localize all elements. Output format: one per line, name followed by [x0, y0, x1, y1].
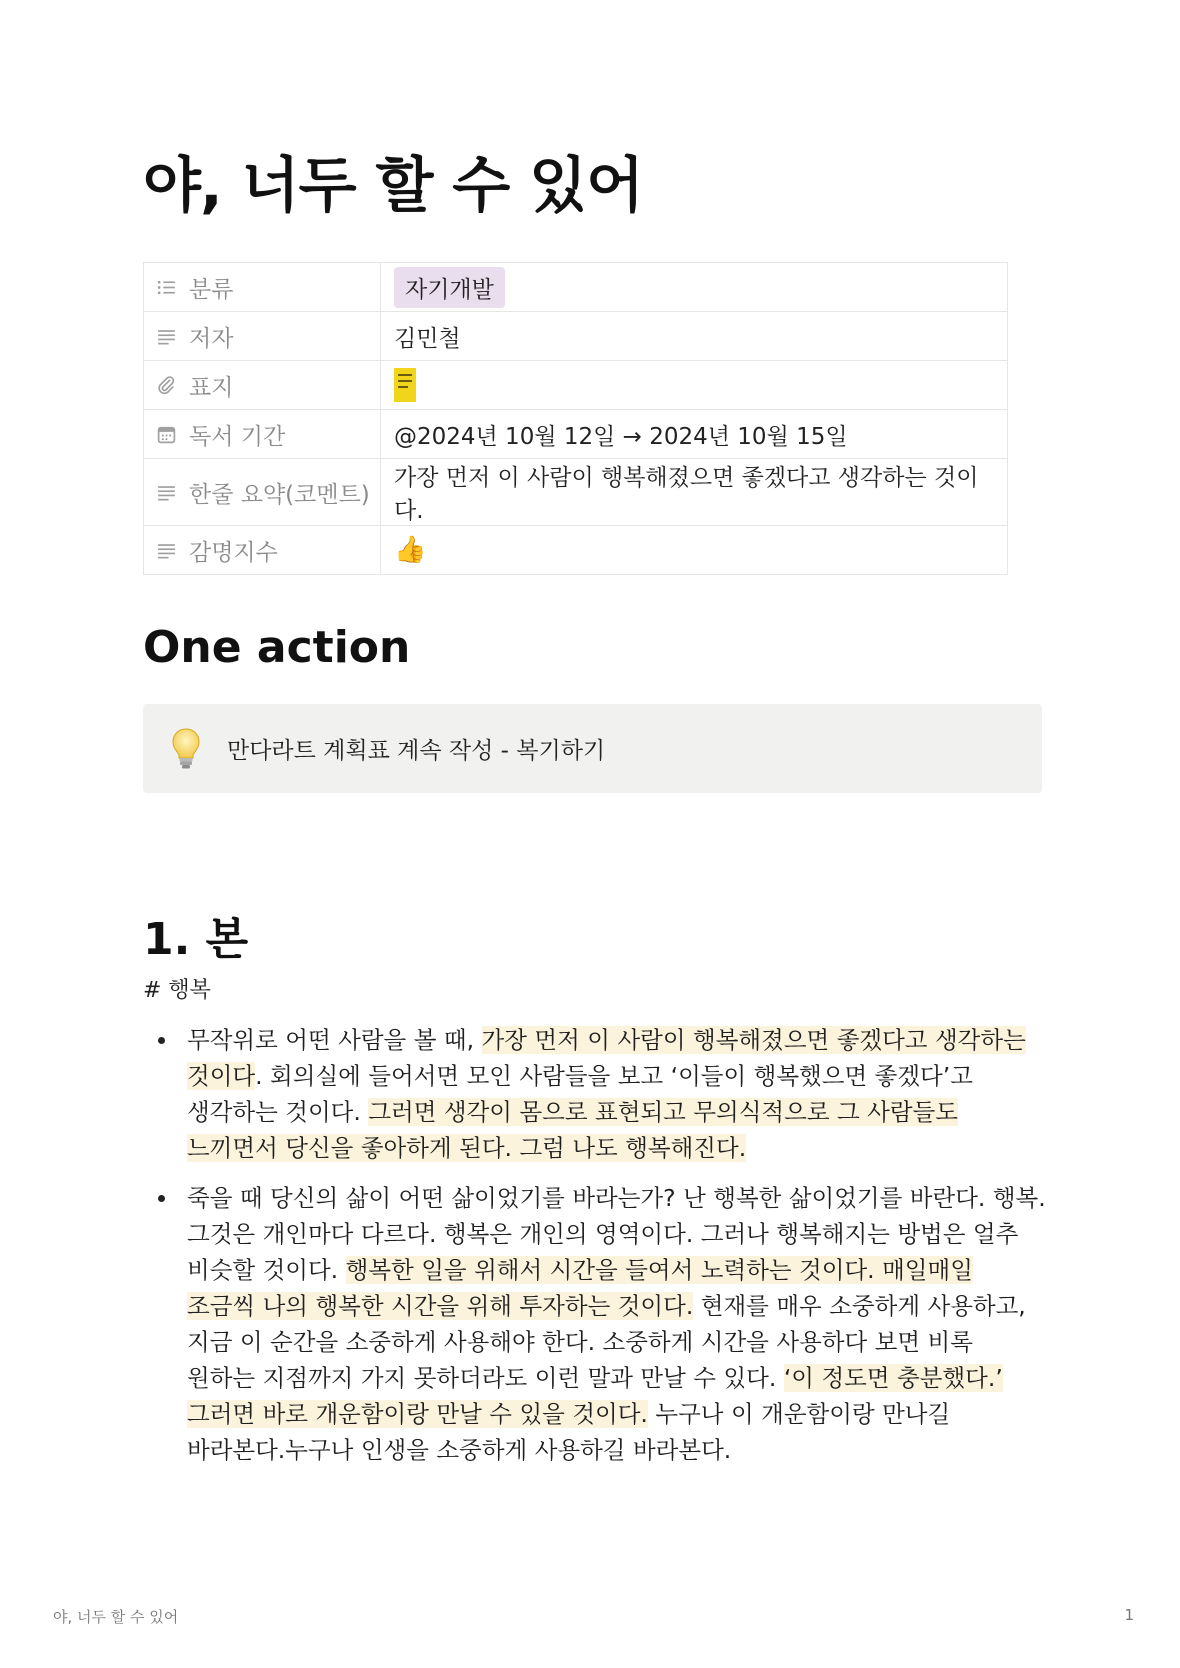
hashtag: # 행복: [143, 978, 211, 1003]
page-number: 1: [1124, 1606, 1134, 1624]
text-segment: 현재를 매우 소중하게 사용하고, 지금 이 순간을 소중하게 사용해야 한다. 소중하게 시간을 사용하다 보면 비록 원하는 지점까지 가지 못하더라도 이런 말과 만날 수 있다.: [187, 1292, 1026, 1392]
bullet-dot: [158, 1195, 165, 1202]
property-row-category[interactable]: [144, 263, 1008, 312]
property-row-reading-period[interactable]: [144, 410, 1008, 459]
property-row-cover[interactable]: [144, 361, 1008, 410]
property-label: 한줄 요약(코멘트): [189, 481, 370, 508]
list-item[interactable]: [143, 1180, 1048, 1468]
property-label: 독서 기간: [189, 423, 286, 450]
property-label: 감명지수: [189, 539, 278, 566]
page-title: 야, 너두 할 수 있어: [143, 151, 644, 221]
one-action-heading: One action: [143, 622, 411, 673]
callout-text: 만다라트 계획표 계속 작성 - 복기하기: [227, 738, 606, 764]
author-value[interactable]: 김민철: [381, 312, 1008, 361]
category-tag[interactable]: 자기개발: [394, 267, 505, 308]
property-label: 표지: [189, 374, 234, 401]
summary-value[interactable]: 가장 먼저 이 사람이 행복해졌으면 좋겠다고 생각하는 것이다.: [381, 459, 1008, 526]
property-row-summary[interactable]: [144, 459, 1008, 526]
text-lines-icon: [156, 482, 177, 503]
one-action-callout[interactable]: [143, 704, 1042, 793]
reading-period-value[interactable]: @2024년 10월 12일 → 2024년 10월 15일: [381, 410, 1008, 459]
bullet-dot: [158, 1037, 165, 1044]
paperclip-icon: [156, 375, 177, 396]
text-lines-icon: [156, 326, 177, 347]
property-label: 분류: [189, 276, 234, 303]
highlighted-text: 그러면 생각이 몸으로 표현되고 무의식적으로 그 사람들도 느끼면서 당신을 좋아하게 된다. 그럼 나도 행복해진다.: [187, 1098, 958, 1162]
text-segment: 누구나 이 개운함이랑 만나길 바라본다.누구나 인생을 소중하게 사용하길 바라본다.: [187, 1400, 951, 1464]
bullet-list: [143, 1022, 1048, 1482]
text-segment: 죽을 때 당신의 삶이 어떤 삶이었기를 바라는가? 난 행복한 삶이었기를 바란다. 행복. 그것은 개인마다 다르다. 행복은 개인의 영역이다. 그러나 행복해지는 방법은 얼추 비슷할 것이다.: [187, 1184, 1046, 1284]
section-heading: 1. 본: [143, 914, 249, 965]
thumbs-up-icon[interactable]: 👍: [394, 535, 427, 565]
book-cover-thumbnail[interactable]: [394, 368, 416, 402]
footer-title: 야, 너두 할 수 있어: [53, 1608, 179, 1626]
property-label: 저자: [189, 325, 234, 352]
text-lines-icon: [156, 540, 177, 561]
text-segment: 무작위로 어떤 사람을 볼 때,: [187, 1026, 482, 1054]
list-item[interactable]: [143, 1022, 1048, 1166]
properties-table: [143, 262, 1008, 575]
highlighted-text: ‘이 정도면 충분했다.’ 그러면 바로 개운함이랑 만날 수 있을 것이다.: [187, 1364, 1003, 1428]
lightbulb-icon: [171, 727, 201, 771]
list-icon: [156, 277, 177, 298]
text-segment: . 회의실에 들어서면 모인 사람들을 보고 ‘이들이 행복했으면 좋겠다’고 생각하는 것이다.: [187, 1062, 973, 1126]
highlighted-text: 행복한 일을 위해서 시간을 들여서 노력하는 것이다. 매일매일 조금씩 나의 행복한 시간을 위해 투자하는 것이다.: [187, 1256, 973, 1320]
property-row-author[interactable]: [144, 312, 1008, 361]
calendar-icon: [156, 424, 177, 445]
property-row-impression[interactable]: [144, 526, 1008, 575]
highlighted-text: 가장 먼저 이 사람이 행복해졌으면 좋겠다고 생각하는 것이다: [187, 1026, 1026, 1090]
